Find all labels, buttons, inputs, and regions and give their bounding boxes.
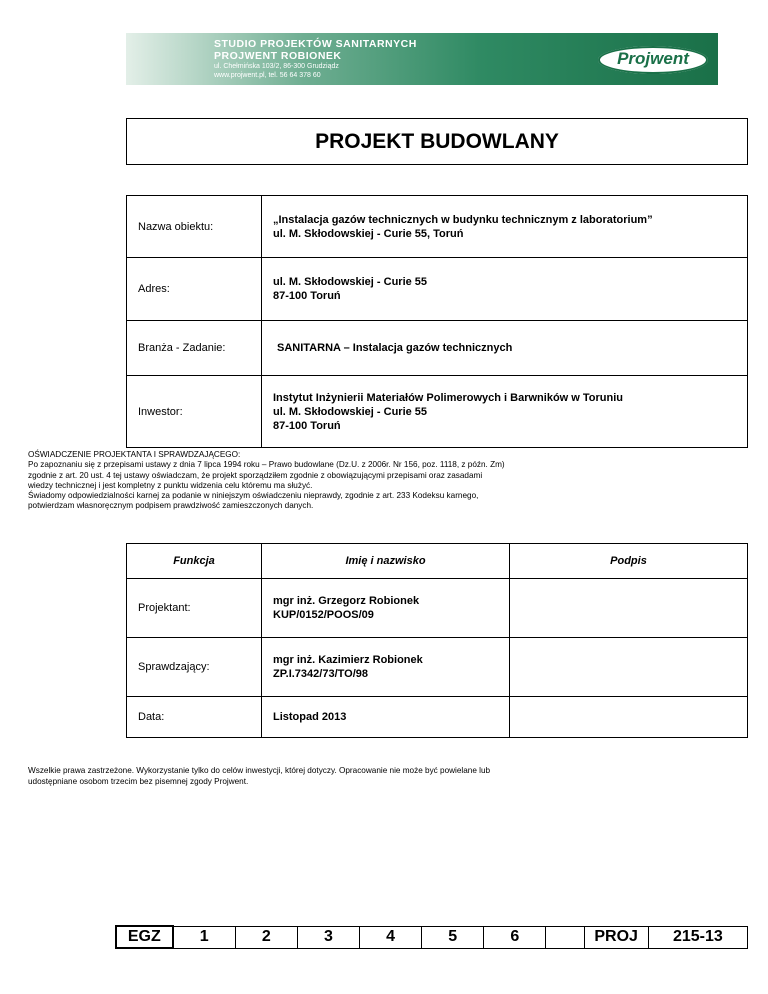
projwent-logo (598, 46, 708, 74)
statement-line1: Po zapoznaniu się z przepisami ustawy z dnia 7 lipca 1994 roku – Prawo budowlane (Dz.U. z 2006r. Nr 156, poz. 1118, z późn. Zm) (28, 460, 505, 470)
address-value (262, 258, 748, 321)
designer-label: Projektant: (127, 579, 262, 638)
copy-1: 1 (173, 926, 236, 948)
designer-value (262, 579, 510, 638)
investor-label: Inwestor: (127, 376, 262, 448)
designer-name: mgr inż. Grzegorz Robionek (273, 595, 420, 607)
copy-blank (546, 926, 584, 948)
proj-label: PROJ (584, 926, 648, 948)
copy-number-table (115, 925, 748, 949)
statement-line2: zgodnie z art. 20 ust. 4 tej ustawy oświadczam, że projekt sporządziłem zgodnie z obowiązującymi przepisami oraz zasadami (28, 470, 483, 480)
logo-text: Projwent (617, 49, 689, 68)
company-header (126, 33, 718, 85)
checker-signature (510, 638, 748, 697)
copy-5: 5 (422, 926, 484, 948)
designer-statement (28, 450, 748, 512)
branch-label: Branża - Zadanie: (127, 321, 262, 376)
object-label: Nazwa obiektu: (127, 196, 262, 258)
checker-value (262, 638, 510, 697)
date-signature (510, 697, 748, 738)
statement-line4: Świadomy odpowiedzialności karnej za podanie w niniejszym oświadczeniu nieprawdy, zgodnie z art. 233 Kodeksu karnego, (28, 491, 479, 501)
company-address: ul. Chełmińska 103/2, 86-300 Grudziądz (214, 63, 339, 70)
object-line1: „Instalacja gazów technicznych w budynku technicznym z laboratorium” (273, 213, 653, 226)
statement-heading: OŚWIADCZENIE PROJEKTANTA I SPRAWDZAJĄCEGO: (28, 450, 241, 459)
object-line2: ul. M. Skłodowskiej - Curie 55, Toruń (273, 227, 464, 240)
designer-license: KUP/0152/POOS/09 (273, 609, 374, 621)
egz-label: EGZ (116, 926, 173, 948)
branch-value: SANITARNA – Instalacja gazów technicznych (262, 321, 748, 376)
column-name: Imię i nazwisko (262, 544, 510, 579)
signature-header-row (127, 544, 748, 579)
copy-2: 2 (235, 926, 297, 948)
company-name-line1: STUDIO PROJEKTÓW SANITARNYCH (214, 38, 417, 50)
copy-4: 4 (360, 926, 422, 948)
checker-license: ZP.I.7342/73/TO/98 (273, 668, 368, 680)
copy-6: 6 (484, 926, 546, 948)
address-label: Adres: (127, 258, 262, 321)
statement-line3: wiedzy technicznej i jest kompletny z punktu widzenia celu któremu ma służyć. (28, 480, 313, 490)
date-row (127, 697, 748, 738)
object-row (127, 196, 748, 258)
rights-line1: Wszelkie prawa zastrzeżone. Wykorzystanie tylko do celów inwestycji, której dotyczy. Opracowanie nie może być powielane lub (28, 766, 491, 775)
investor-value (262, 376, 748, 448)
investor-line1: Instytut Inżynierii Materiałów Polimerowych i Barwników w Toruniu (273, 391, 624, 404)
address-line2: 87-100 Toruń (273, 290, 341, 302)
document-title: PROJEKT BUDOWLANY (126, 118, 748, 165)
rights-line2: udostępniane osobom trzecim bez pisemnej zgody Projwent. (28, 776, 249, 786)
statement-line5: potwierdzam własnoręcznym podpisem prawdziwość zamieszczonych danych. (28, 501, 314, 511)
investor-line2: ul. M. Skłodowskiej - Curie 55 (273, 405, 428, 418)
footer-row (116, 926, 748, 948)
branch-row (127, 321, 748, 376)
project-info-table (126, 195, 748, 448)
copy-3: 3 (297, 926, 359, 948)
address-line1: ul. M. Skłodowskiej - Curie 55 (273, 276, 428, 288)
project-code: 215-13 (648, 926, 747, 948)
signature-table (126, 543, 748, 738)
object-value (262, 196, 748, 258)
investor-row (127, 376, 748, 448)
column-function: Funkcja (127, 544, 262, 579)
company-name-line2: PROJWENT ROBIONEK (214, 50, 342, 62)
date-value: Listopad 2013 (262, 697, 510, 738)
date-label: Data: (127, 697, 262, 738)
company-info (214, 38, 417, 80)
designer-signature (510, 579, 748, 638)
address-row (127, 258, 748, 321)
checker-name: mgr inż. Kazimierz Robionek (273, 654, 423, 666)
column-signature: Podpis (510, 544, 748, 579)
checker-label: Sprawdzający: (127, 638, 262, 697)
company-contact: www.projwent.pl, tel. 56 64 378 60 (214, 72, 321, 79)
checker-row (127, 638, 748, 697)
designer-row (127, 579, 748, 638)
copyright-notice (28, 766, 748, 787)
investor-line3: 87-100 Toruń (273, 419, 341, 432)
